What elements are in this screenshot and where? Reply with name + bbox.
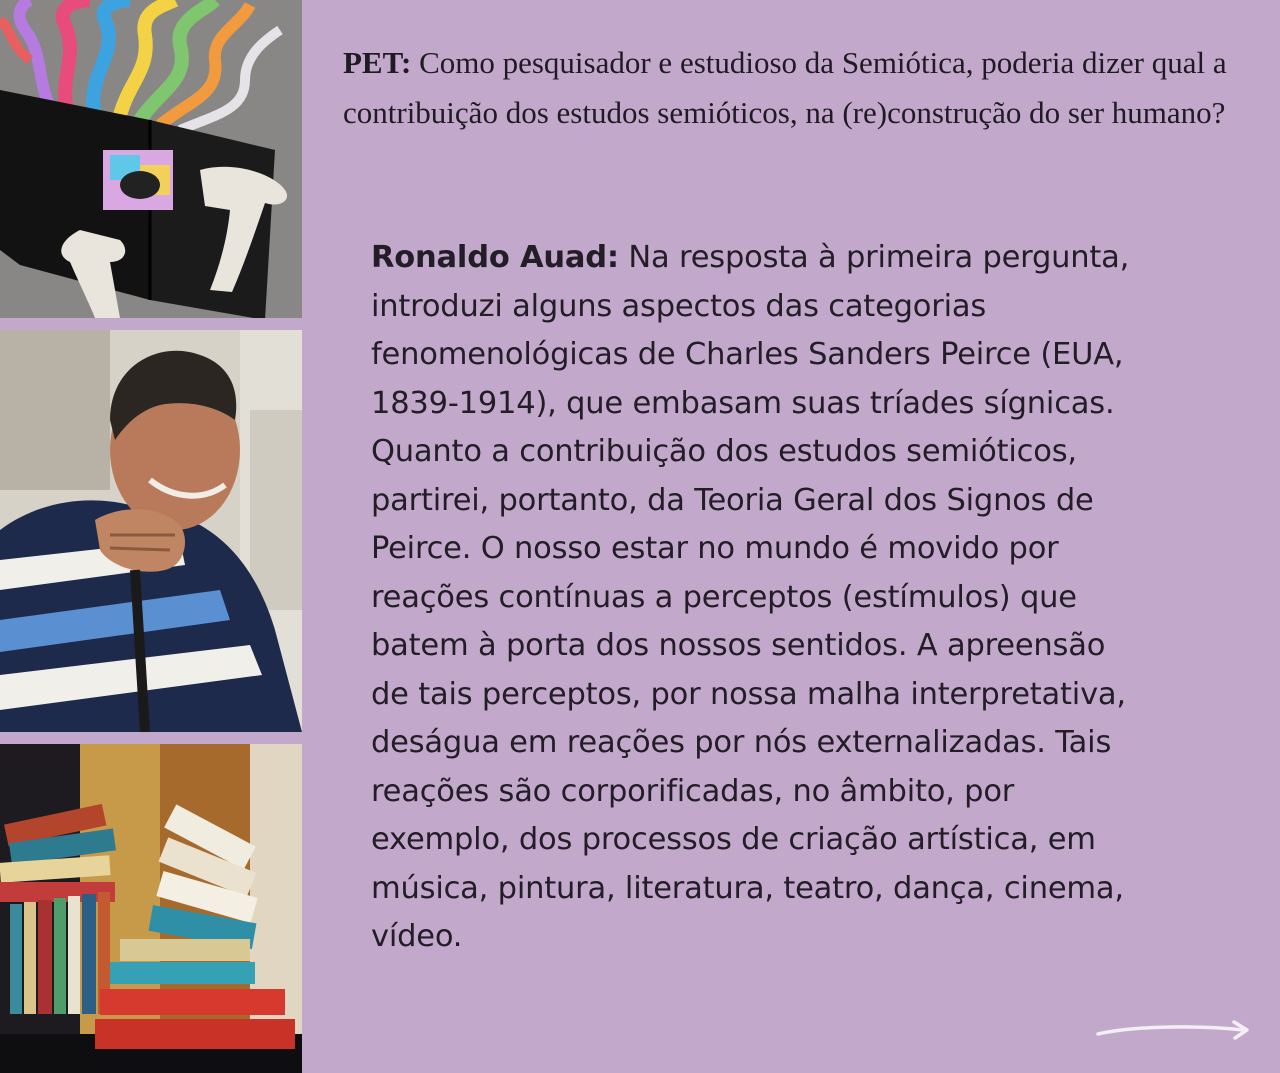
answer-line: de tais perceptos, por nossa malha interpretativa, — [371, 676, 1126, 712]
book-illustration-icon — [0, 0, 302, 318]
answer-line: Quanto a contribuição dos estudos semióticos, — [371, 434, 1077, 469]
answer-line: reações contínuas a perceptos (estímulos) que — [371, 579, 1077, 615]
answer-line: música, pintura, literatura, teatro, dança, cinema, — [371, 870, 1124, 906]
answer-line — [371, 234, 1186, 283]
answer-line: reações são corporificadas, no âmbito, por — [371, 773, 1015, 809]
image-column — [0, 0, 302, 1073]
answer-label: Ronaldo Auad: — [371, 240, 619, 275]
answer-line: 1839-1914), que embasam suas tríades sígnicas. — [371, 385, 1115, 421]
answer-line: introduzi alguns aspectos das categorias — [371, 288, 987, 324]
question-label: PET: — [343, 45, 412, 80]
question-text: Como pesquisador e estudioso da Semiótica, poderia dizer qual a contribuição dos estudos semióticos, na (re)construção do ser humano? — [343, 45, 1227, 130]
answer-line: batem à porta dos nossos sentidos. A apreensão — [371, 628, 1106, 663]
books-painting-icon — [0, 744, 302, 1073]
answer-line: Peirce. O nosso estar no mundo é movido por — [371, 531, 1059, 566]
interview-question — [343, 38, 1248, 138]
interview-answer — [371, 234, 1186, 962]
answer-line: vídeo. — [371, 919, 463, 954]
answer-text: Na resposta à primeira pergunta, — [618, 240, 1130, 275]
answer-line: deságua em reações por nós externalizadas. Tais — [371, 725, 1112, 760]
answer-line: partirei, portanto, da Teoria Geral dos Signos de — [371, 482, 1094, 518]
portrait-photo — [0, 330, 302, 732]
arrow-right-icon[interactable] — [1094, 1016, 1254, 1048]
answer-line: fenomenológicas de Charles Sanders Peirce (EUA, — [371, 337, 1124, 372]
answer-line: exemplo, dos processos de criação artística, em — [371, 822, 1096, 857]
